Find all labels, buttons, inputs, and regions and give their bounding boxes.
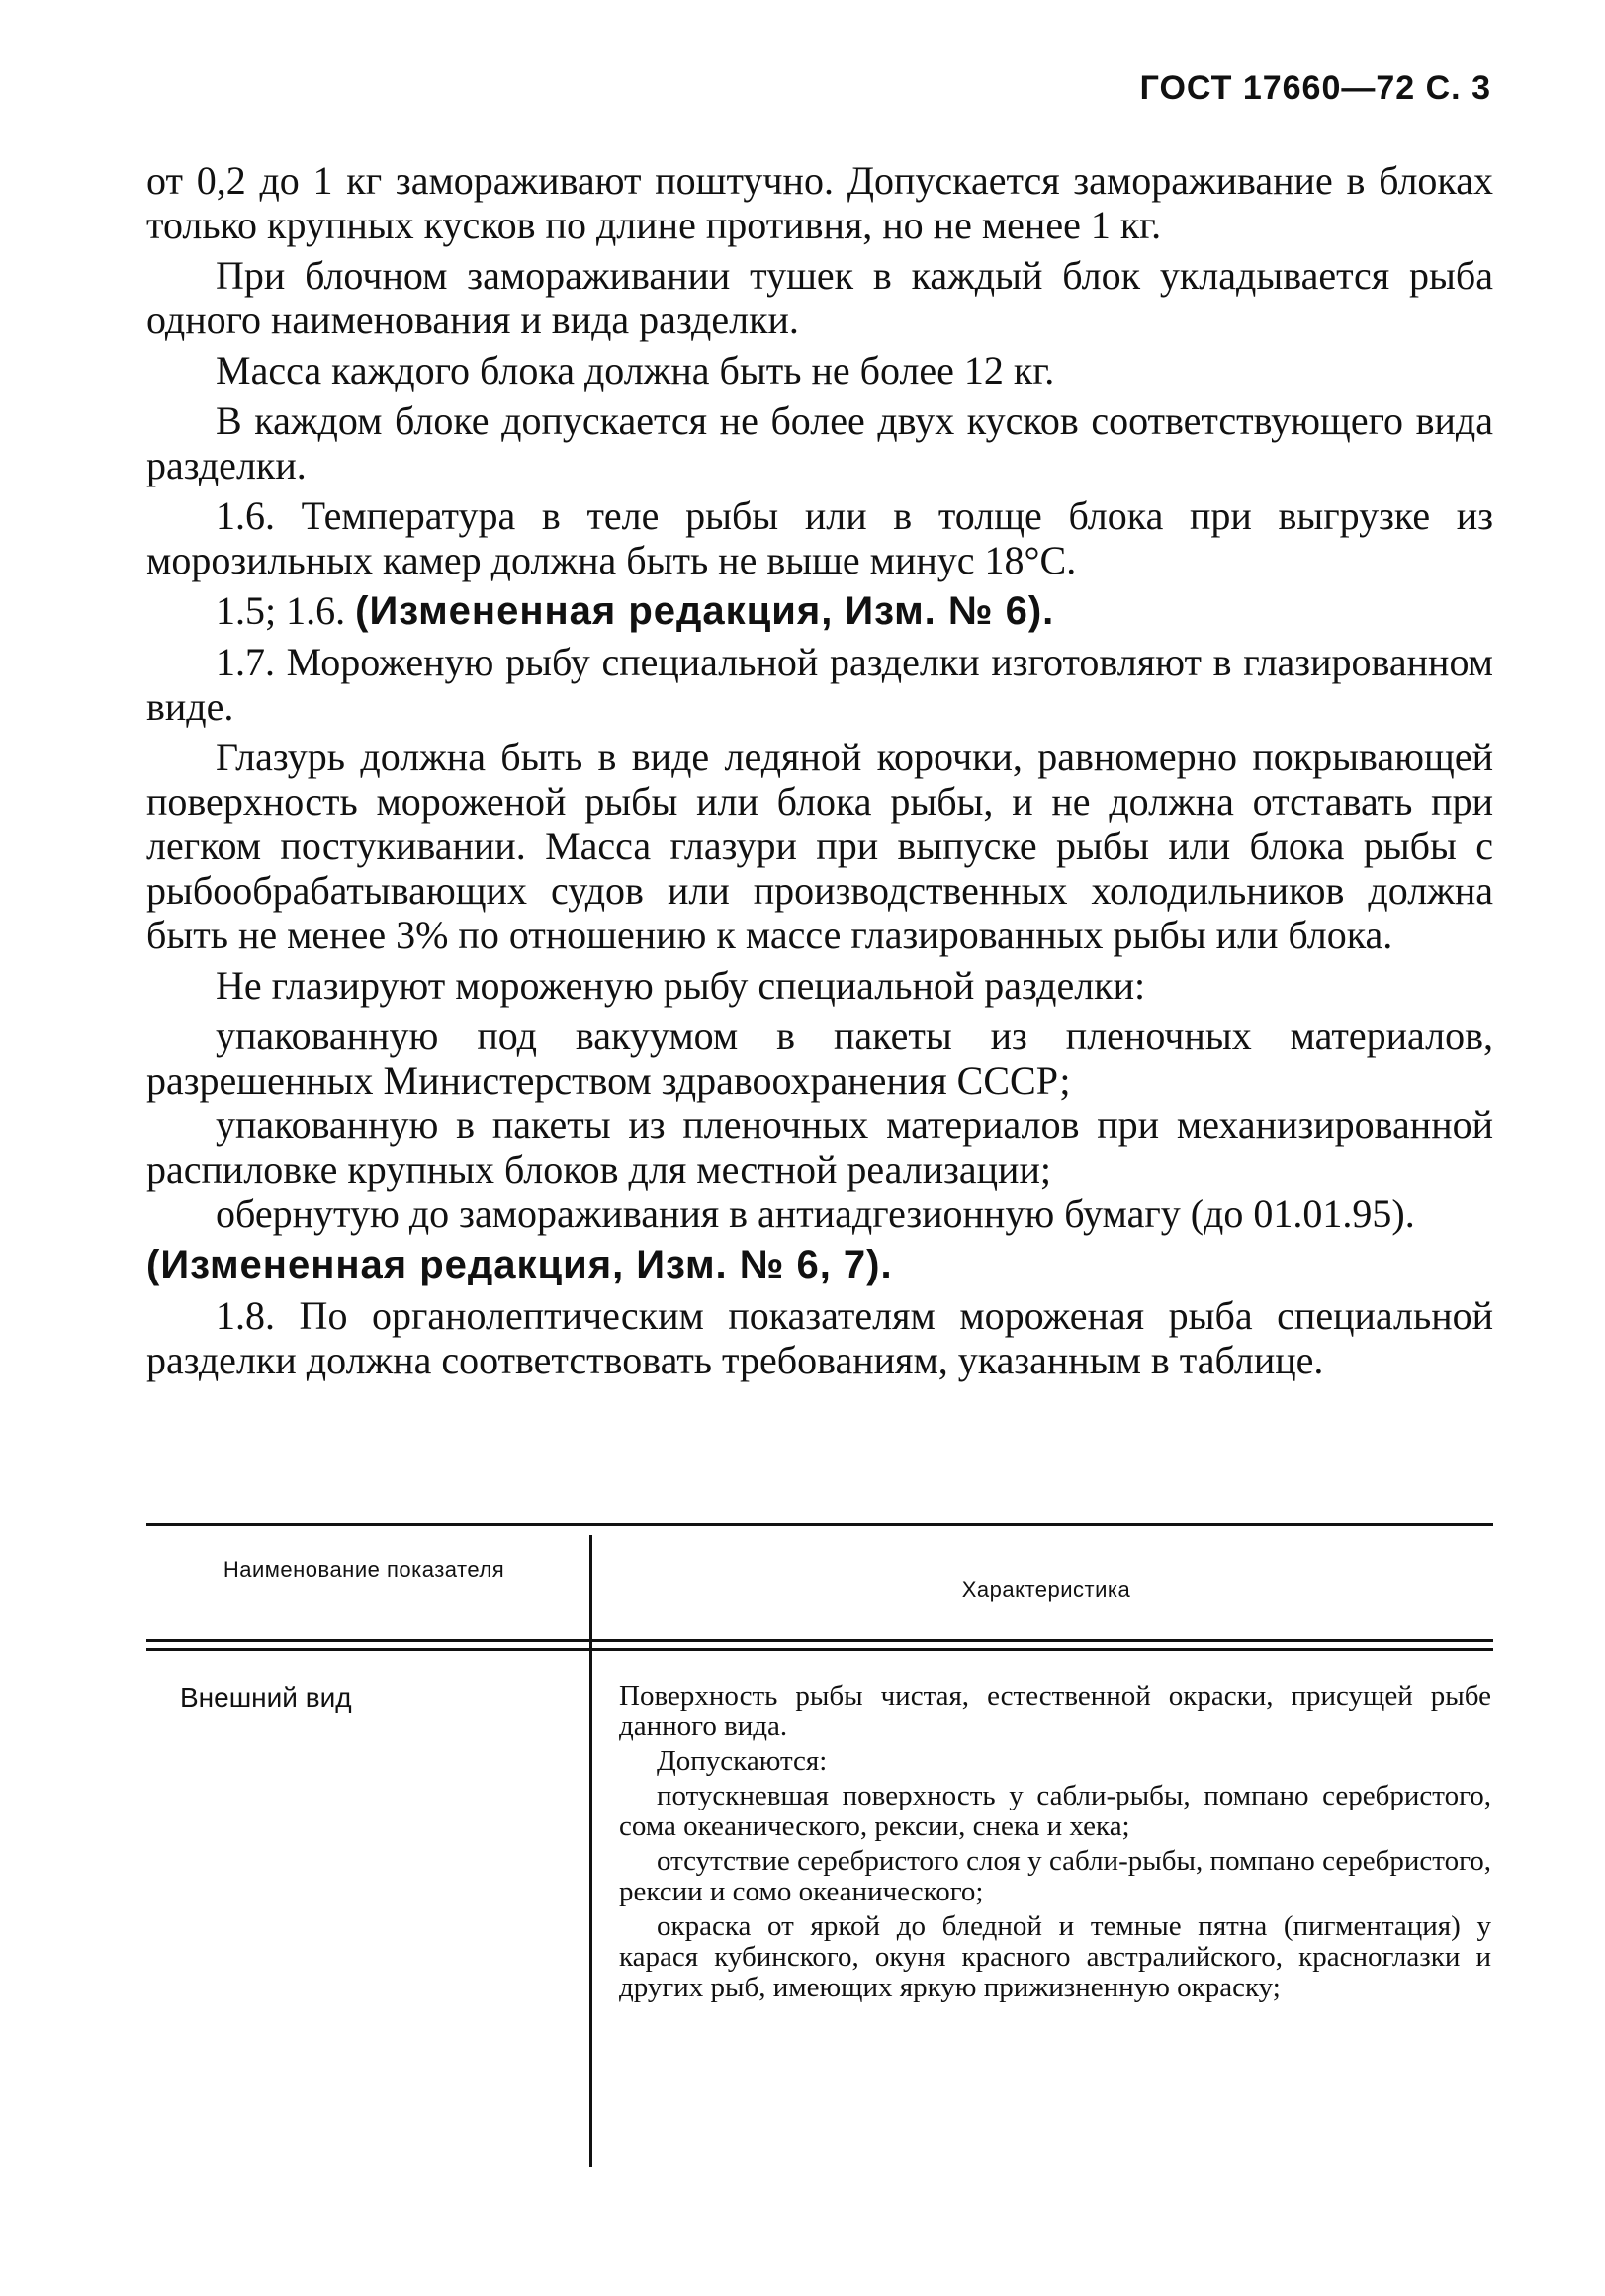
paragraph: В каждом блоке допускается не более двух кусков соответствующего вида разделки. [146,398,1493,487]
table-column-divider [589,1535,592,2167]
description-line: окраска от яркой до бледной и темные пятна (пигментация) у карася кубинского, окуня красного австралийского, красноглазки и других рыб, имеющих яркую прижизненную окраску; [619,1910,1491,2003]
running-header: ГОСТ 17660—72 С. 3 [1139,69,1491,107]
description-line: Поверхность рыбы чистая, естественной окраски, присущей рыбе данного вида. [619,1680,1491,1742]
description-line: отсутствие серебристого слоя у сабли-рыбы, помпано серебристого, рексии и сомо океанического; [619,1845,1491,1907]
paragraph: При блочном замораживании тушек в каждый блок укладывается рыба одного наименования и вида разделки. [146,253,1493,342]
paragraph: от 0,2 до 1 кг замораживают поштучно. Допускается замораживание в блоках только крупных кусков по длине противня, но не менее 1 кг. [146,158,1493,247]
list-item: упакованную в пакеты из пленочных материалов при механизированной распиловке крупных блоков для местной реализации; [146,1103,1493,1192]
paragraph: Масса каждого блока должна быть не более 12 кг. [216,348,1055,393]
paragraph: Не глазируют мороженую рыбу специальной разделки: [216,963,1146,1008]
amendment-bold: (Измененная редакция, Изм. № 6, 7). [146,1243,893,1286]
amendment-bold: (Измененная редакция, Изм. № 6). [355,589,1055,633]
list-item: обернутую до замораживания в антиадгезионную бумагу (до 01.01.95). [216,1192,1415,1236]
paragraph: Глазурь должна быть в виде ледяной корочки, равномерно покрывающей поверхность мороженой рыбы или блока рыбы, и не должна отставать при легком постукивании. Масса глазури при выпуске рыбы или блока рыбы с рыбообрабатывающих судов или производственных холодильников должна быть не менее 3% по отношению к массе глазированных рыбы или блока. [146,735,1493,957]
table-header-characteristic: Характеристика [961,1577,1131,1602]
table-rule-header [146,1648,1493,1651]
list-item: упакованную под вакуумом в пакеты из пленочных материалов, разрешенных Министерством здравоохранения СССР; [146,1014,1493,1103]
table-rule-header [146,1639,1493,1642]
spec-table [146,1523,1493,2175]
body-text [146,158,1493,1388]
table-cell-parameter: Внешний вид [180,1682,352,1713]
amendment-prefix: 1.5; 1.6. [216,588,356,633]
description-line: потускневшая поверхность у сабли-рыбы, помпано серебристого, сома океанического, рексии, снека и хека; [619,1780,1491,1842]
table-header-name: Наименование показателя [223,1557,505,1582]
table-cell-description [619,1681,1491,2007]
amendment-note [146,1242,1493,1287]
description-line: Допускаются: [657,1745,828,1777]
paragraph: 1.6. Температура в теле рыбы или в толще блока при выгрузке из морозильных камер должна быть не выше минус 18°С. [146,493,1493,582]
amendment-note [146,588,1493,634]
paragraph: 1.7. Мороженую рыбу специальной разделки изготовляют в глазированном виде. [146,640,1493,729]
table-rule-top [146,1523,1493,1526]
paragraph: 1.8. По органолептическим показателям мороженая рыба специальной разделки должна соответствовать требованиям, указанным в таблице. [146,1293,1493,1382]
